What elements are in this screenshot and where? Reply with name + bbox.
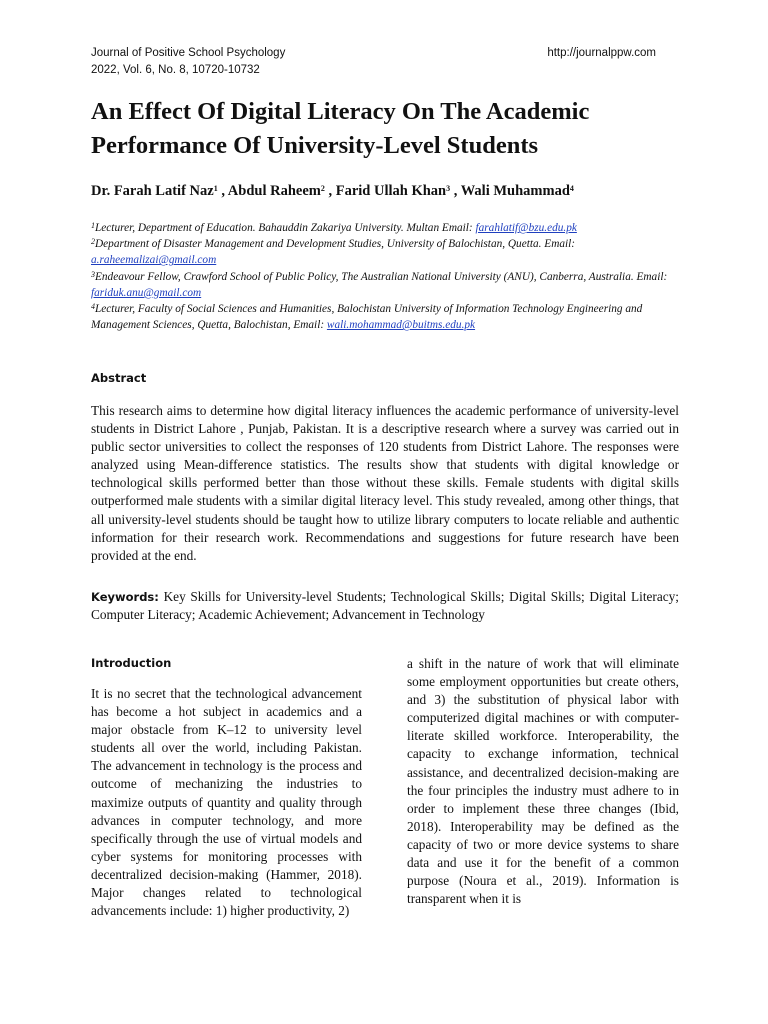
affiliation-sup: 3 [91, 269, 95, 279]
email-link[interactable]: a.raheemalizai@gmail.com [91, 254, 217, 267]
author-sep: , [450, 183, 461, 199]
introduction-heading: Introduction [91, 656, 172, 670]
affiliation [91, 301, 691, 333]
journal-header [91, 45, 285, 79]
email-link[interactable]: fariduk.anu@gmail.com [91, 286, 202, 299]
affiliation-sup: 4 [91, 302, 95, 312]
author-sep: , [217, 183, 228, 199]
email-link[interactable]: wali.mohammad@buitms.edu.pk [326, 319, 476, 332]
author-name: Dr. Farah Latif Naz [91, 183, 214, 199]
author-name: Abdul Raheem [227, 183, 321, 199]
affiliation-sup: 2 [91, 237, 95, 247]
author-name: Farid Ullah Khan [335, 183, 447, 199]
author-sup: 4 [569, 184, 574, 193]
abstract-text: This research aims to determine how digital literacy influences the academic performance of university-level students in District Lahore , Punjab, Pakistan. It is a descriptive research where a survey was carried out in public sector universities to collect the responses of 120 students from District Lahore. The responses were analyzed using Mean-difference statistics. The results show that students with digital knowledge or technological skills performed better than those without these skills. Female students with digital skills outperformed male students with a similar digital literacy level. This study revealed, among other things, that all university-level students should be taught how to utilize library computers to locate reliable and authentic information for their research work. Recommendations and suggestions for future research have been provided at the end. [91, 403, 679, 563]
keywords [91, 588, 679, 624]
author-sup: 3 [446, 184, 451, 193]
author-sup: 2 [320, 184, 325, 193]
affiliations [91, 220, 691, 333]
introduction-left-column: It is no secret that the technological advancement has become a hot subject in academics and a major obstacle from K–12 to university level students all over the world, including Pakistan. The advancement in technology is the process and outcome of mechanizing the industries to maximize outputs of quantity and quality through advances in computer technology, and more specifically through the use of virtual models and cyber systems for monitoring processes with decentralized decision-making (Hammer, 2018). Major changes related to technological advancements include: 1) higher productivity, 2) [91, 686, 362, 919]
affiliation [91, 269, 691, 301]
journal-url[interactable]: http://journalppw.com [547, 47, 656, 59]
abstract-heading: Abstract [91, 371, 147, 385]
introduction-right-column: a shift in the nature of work that will eliminate some employment opportunities but create others, and 3) the substitution of physical labor with computerized digital machines or with computer-literate skilled workforce. Interoperability, the capacity to exchange information, technical assistance, and decentralized decision-making are the four principles the industry must adhere to in order to implement these three changes (Ibid, 2018). Interoperability may be defined as the capacity of two or more device systems to share data and use it for the benefit of a common purpose (Noura et al., 2019). Information is transparent when it is [407, 656, 679, 907]
affiliation [91, 236, 691, 268]
paper-title: An Effect Of Digital Literacy On The Academic Performance Of University-Level Students [91, 98, 590, 159]
journal-issue: 2022, Vol. 6, No. 8, 10720-10732 [91, 64, 260, 76]
author-sep: , [324, 183, 336, 199]
affiliation-text: Lecturer, Department of Education. Bahauddin Zakariya University. Multan Email: [95, 222, 476, 234]
author-sup: 1 [213, 184, 218, 193]
affiliation [91, 220, 691, 236]
keywords-label: Keywords: [91, 590, 159, 604]
journal-name: Journal of Positive School Psychology [91, 47, 286, 59]
affiliation-text: Department of Disaster Management and Development Studies, University of Balochistan, Quetta. Email: [95, 238, 576, 251]
affiliation-text: Lecturer, Faculty of Social Sciences and Humanities, Balochistan University of Information Technology Engineering and Management Sciences, Quetta, Balochistan, Email: [91, 303, 643, 332]
email-link[interactable]: farahlatif@bzu.edu.pk [475, 222, 577, 234]
affiliation-sup: 1 [91, 221, 95, 230]
keywords-text: Key Skills for University-level Students; Technological Skills; Digital Skills; Digital Literacy; Computer Literacy; Academic Achievement; Advancement in Technology [91, 589, 679, 623]
author-name: Wali Muhammad [460, 183, 570, 199]
author-list [91, 181, 574, 201]
affiliation-text: Endeavour Fellow, Crawford School of Public Policy, The Australian National University (ANU), Canberra, Australia. Email: [95, 270, 668, 283]
